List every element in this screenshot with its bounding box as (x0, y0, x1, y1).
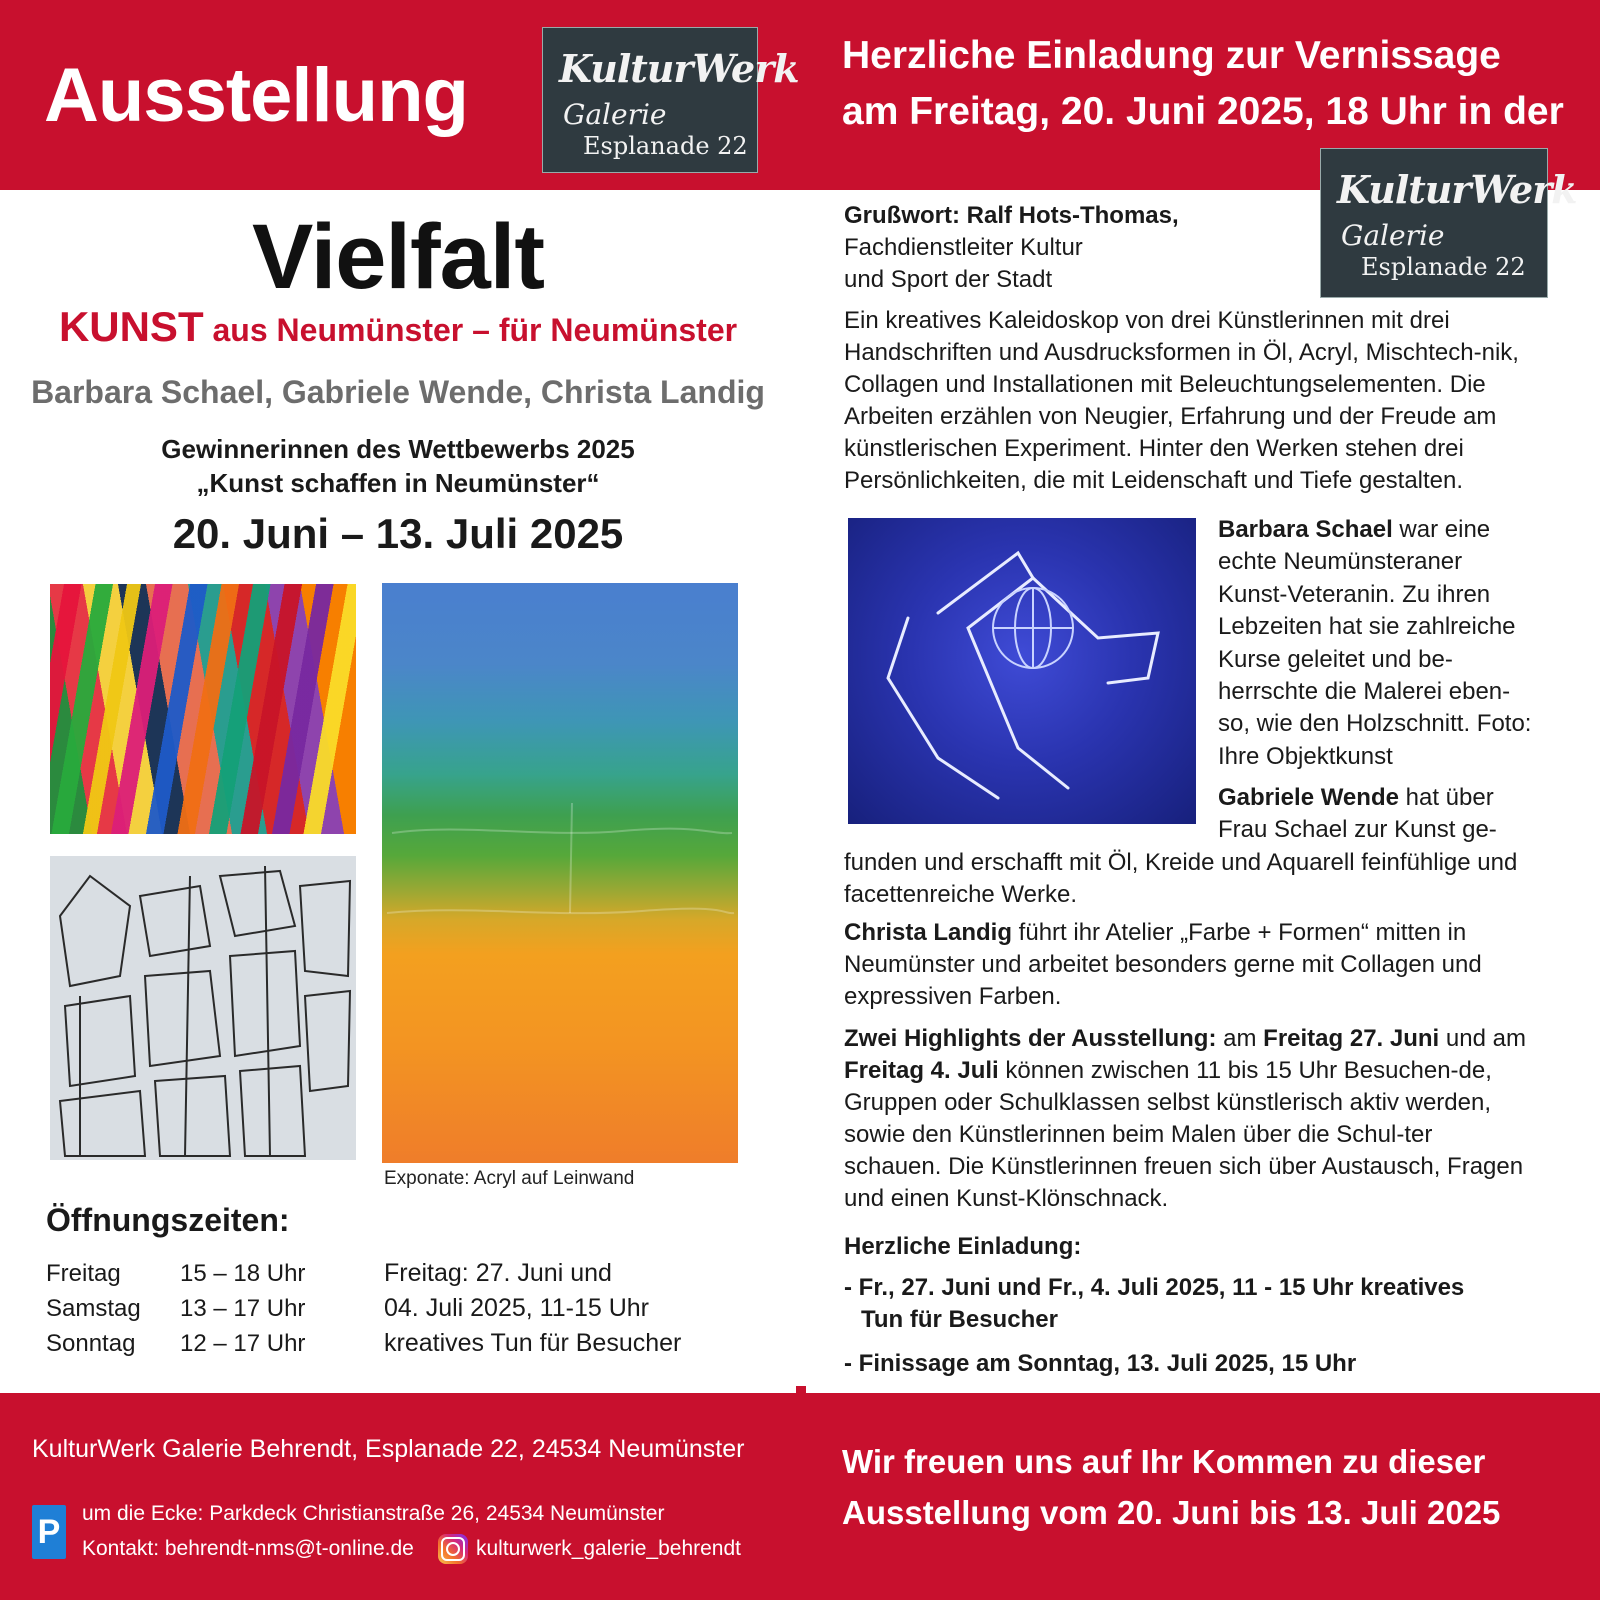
gabriele-wende-text (1218, 782, 1538, 847)
artist-names: Barbara Schael, Gabriele Wende, Christa Landig (31, 374, 765, 410)
invitation-item-1-line-2: Tun für Besucher (861, 1306, 1058, 1333)
logo-line-3: Esplanade 22 (1361, 253, 1526, 281)
instagram-handle[interactable]: kulturwerk_galerie_behrendt (476, 1537, 741, 1560)
hours-day: Freitag (46, 1260, 121, 1287)
highlight-date-1: Freitag 27. Juni (1263, 1025, 1440, 1052)
gabriele-wende-bio-continued: funden und erschafft mit Öl, Kreide und Aquarell feinfühlige und facettenreiche Werke. (844, 849, 1518, 908)
vernissage-invitation (842, 28, 1564, 140)
closing-message (842, 1436, 1500, 1538)
highlights-text-3: können zwischen 11 bis 15 Uhr Besuchen-de, Gruppen oder Schulklassen selbst künstlerisch aktiv werden, sowie den Künstlerinnen beim Malen über die Schul-ter schauen. Die Künstlerinnen freuen sich über Austausch, Fragen und einen Kunst-Klönschnack. (844, 1057, 1524, 1212)
opening-hours-title: Öffnungszeiten: (46, 1202, 290, 1238)
invitation-line-2: am Freitag, 20. Juni 2025, 18 Uhr in der (842, 90, 1564, 133)
special-dates-line-2: 04. Juli 2025, 11-15 Uhr (384, 1294, 649, 1322)
gabriele-wende-bio: hat über Frau Schael zur Kunst ge- (1218, 784, 1497, 844)
highlight-date-2: Freitag 4. Juli (844, 1057, 999, 1084)
wire-sculpture-drawing (848, 518, 1196, 824)
special-dates (384, 1256, 681, 1361)
greeting-speaker: Grußwort: Ralf Hots-Thomas, (844, 202, 1179, 229)
hours-day: Sonntag (46, 1330, 136, 1357)
logo-line-3: Esplanade 22 (583, 132, 748, 160)
competition-winners (0, 432, 796, 500)
contact-email[interactable]: Kontakt: behrendt-nms@t-online.de (82, 1537, 414, 1560)
hours-time: 13 – 17 Uhr (180, 1295, 306, 1322)
highlights-text-2: und am (1439, 1025, 1526, 1052)
barbara-schael-name: Barbara Schael (1218, 516, 1393, 543)
highlights-paragraph (844, 1023, 1534, 1215)
barbara-schael-bio: war eine echte Neumünsteraner Kunst-Veteranin. Zu ihren Lebzeiten hat sie zahlreiche Kurse geleitet und be-herrschte die Malerei eben-so, wie den Holzschnitt. Foto: Ihre Objektkunst (1218, 516, 1532, 770)
artwork-line-collage (50, 856, 356, 1160)
invitation-line-1: Herzliche Einladung zur Vernissage (842, 34, 1501, 77)
highlights-label: Zwei Highlights der Ausstellung: (844, 1025, 1217, 1052)
artwork-colorful-strokes (50, 584, 356, 834)
logo-line-2: Galerie (1341, 219, 1445, 252)
christa-landig-bio: führt ihr Atelier „Farbe + Formen“ mitten in Neumünster und arbeitet besonders gerne mit Collagen und expressiven Farben. (844, 919, 1482, 1010)
barbara-schael-text (1218, 514, 1538, 773)
artwork-color-field (382, 583, 738, 1163)
greeting (844, 200, 1524, 296)
subtitle-kunst: KUNST (58, 303, 204, 350)
exhibition-subtitle (0, 303, 796, 351)
hours-day: Samstag (46, 1295, 141, 1322)
winners-line-2: „Kunst schaffen in Neumünster“ (196, 468, 600, 498)
parking-info: um die Ecke: Parkdeck Christianstraße 26, 24534 Neumünster (82, 1502, 665, 1525)
color-field-texture (382, 583, 738, 1163)
highlights-text-1: am (1216, 1025, 1264, 1052)
invitation-item-2: - Finissage am Sonntag, 13. Juli 2025, 15 Uhr (844, 1350, 1357, 1377)
subtitle-rest: aus Neumünster – für Neumünster (203, 312, 738, 348)
gabriele-wende-name: Gabriele Wende (1218, 784, 1399, 811)
christa-landig-name: Christa Landig (844, 919, 1013, 946)
hours-row (46, 1256, 305, 1291)
invitation-item-1-line-1: - Fr., 27. Juni und Fr., 4. Juli 2025, 11 - 15 Uhr kreatives (844, 1274, 1465, 1301)
closing-line-2: Ausstellung vom 20. Juni bis 13. Juli 2025 (842, 1494, 1501, 1531)
special-dates-line-1: Freitag: 27. Juni und (384, 1259, 612, 1287)
exhibition-title: Vielfalt (252, 206, 544, 308)
greeting-role-line-2: und Sport der Stadt (844, 266, 1053, 293)
winners-line-1: Gewinnerinnen des Wettbewerbs 2025 (161, 434, 635, 464)
greeting-role-line-1: Fachdienstleiter Kultur (844, 234, 1083, 261)
line-collage-drawing (50, 856, 356, 1160)
gallery-logo (542, 27, 799, 173)
artwork-caption: Exponate: Acryl auf Leinwand (384, 1168, 635, 1189)
logo-line-2: Galerie (563, 98, 667, 131)
closing-line-1: Wir freuen uns auf Ihr Kommen zu dieser (842, 1443, 1486, 1480)
invitation-heading: Herzliche Einladung: (844, 1233, 1082, 1260)
parking-icon: P (32, 1505, 66, 1559)
artwork-photo-wire-sculpture (848, 518, 1196, 824)
intro-paragraph: Ein kreatives Kaleidoskop von drei Künstlerinnen mit drei Handschriften und Ausdrucksformen in Öl, Acryl, Mischtech-nik, Collagen und Installationen mit Beleuchtungselementen. Die Arbeiten erzählen von Neugier, Erfahrung und der Freude am künstlerischen Experiment. Hinter den Werken stehen drei Persönlichkeiten, die mit Leidenschaft und Tiefe gestalten. (844, 307, 1519, 494)
christa-landig-text (844, 917, 1534, 1013)
hours-row (46, 1326, 305, 1361)
instagram-icon (438, 1534, 468, 1564)
logo-line-1: KulturWerk (559, 46, 799, 91)
opening-hours-list (46, 1256, 305, 1361)
hours-time: 15 – 18 Uhr (180, 1260, 306, 1287)
footer-notch (796, 1386, 806, 1400)
exhibition-dates: 20. Juni – 13. Juli 2025 (172, 510, 624, 557)
exhibition-label: Ausstellung (44, 53, 468, 138)
gallery-address: KulturWerk Galerie Behrendt, Esplanade 22, 24534 Neumünster (32, 1435, 745, 1463)
hours-time: 12 – 17 Uhr (180, 1330, 306, 1357)
invitation-item-1 (844, 1272, 1524, 1336)
hours-row (46, 1291, 305, 1326)
special-dates-line-3: kreatives Tun für Besucher (384, 1329, 682, 1357)
logo-line-1: KulturWerk (1337, 167, 1577, 212)
